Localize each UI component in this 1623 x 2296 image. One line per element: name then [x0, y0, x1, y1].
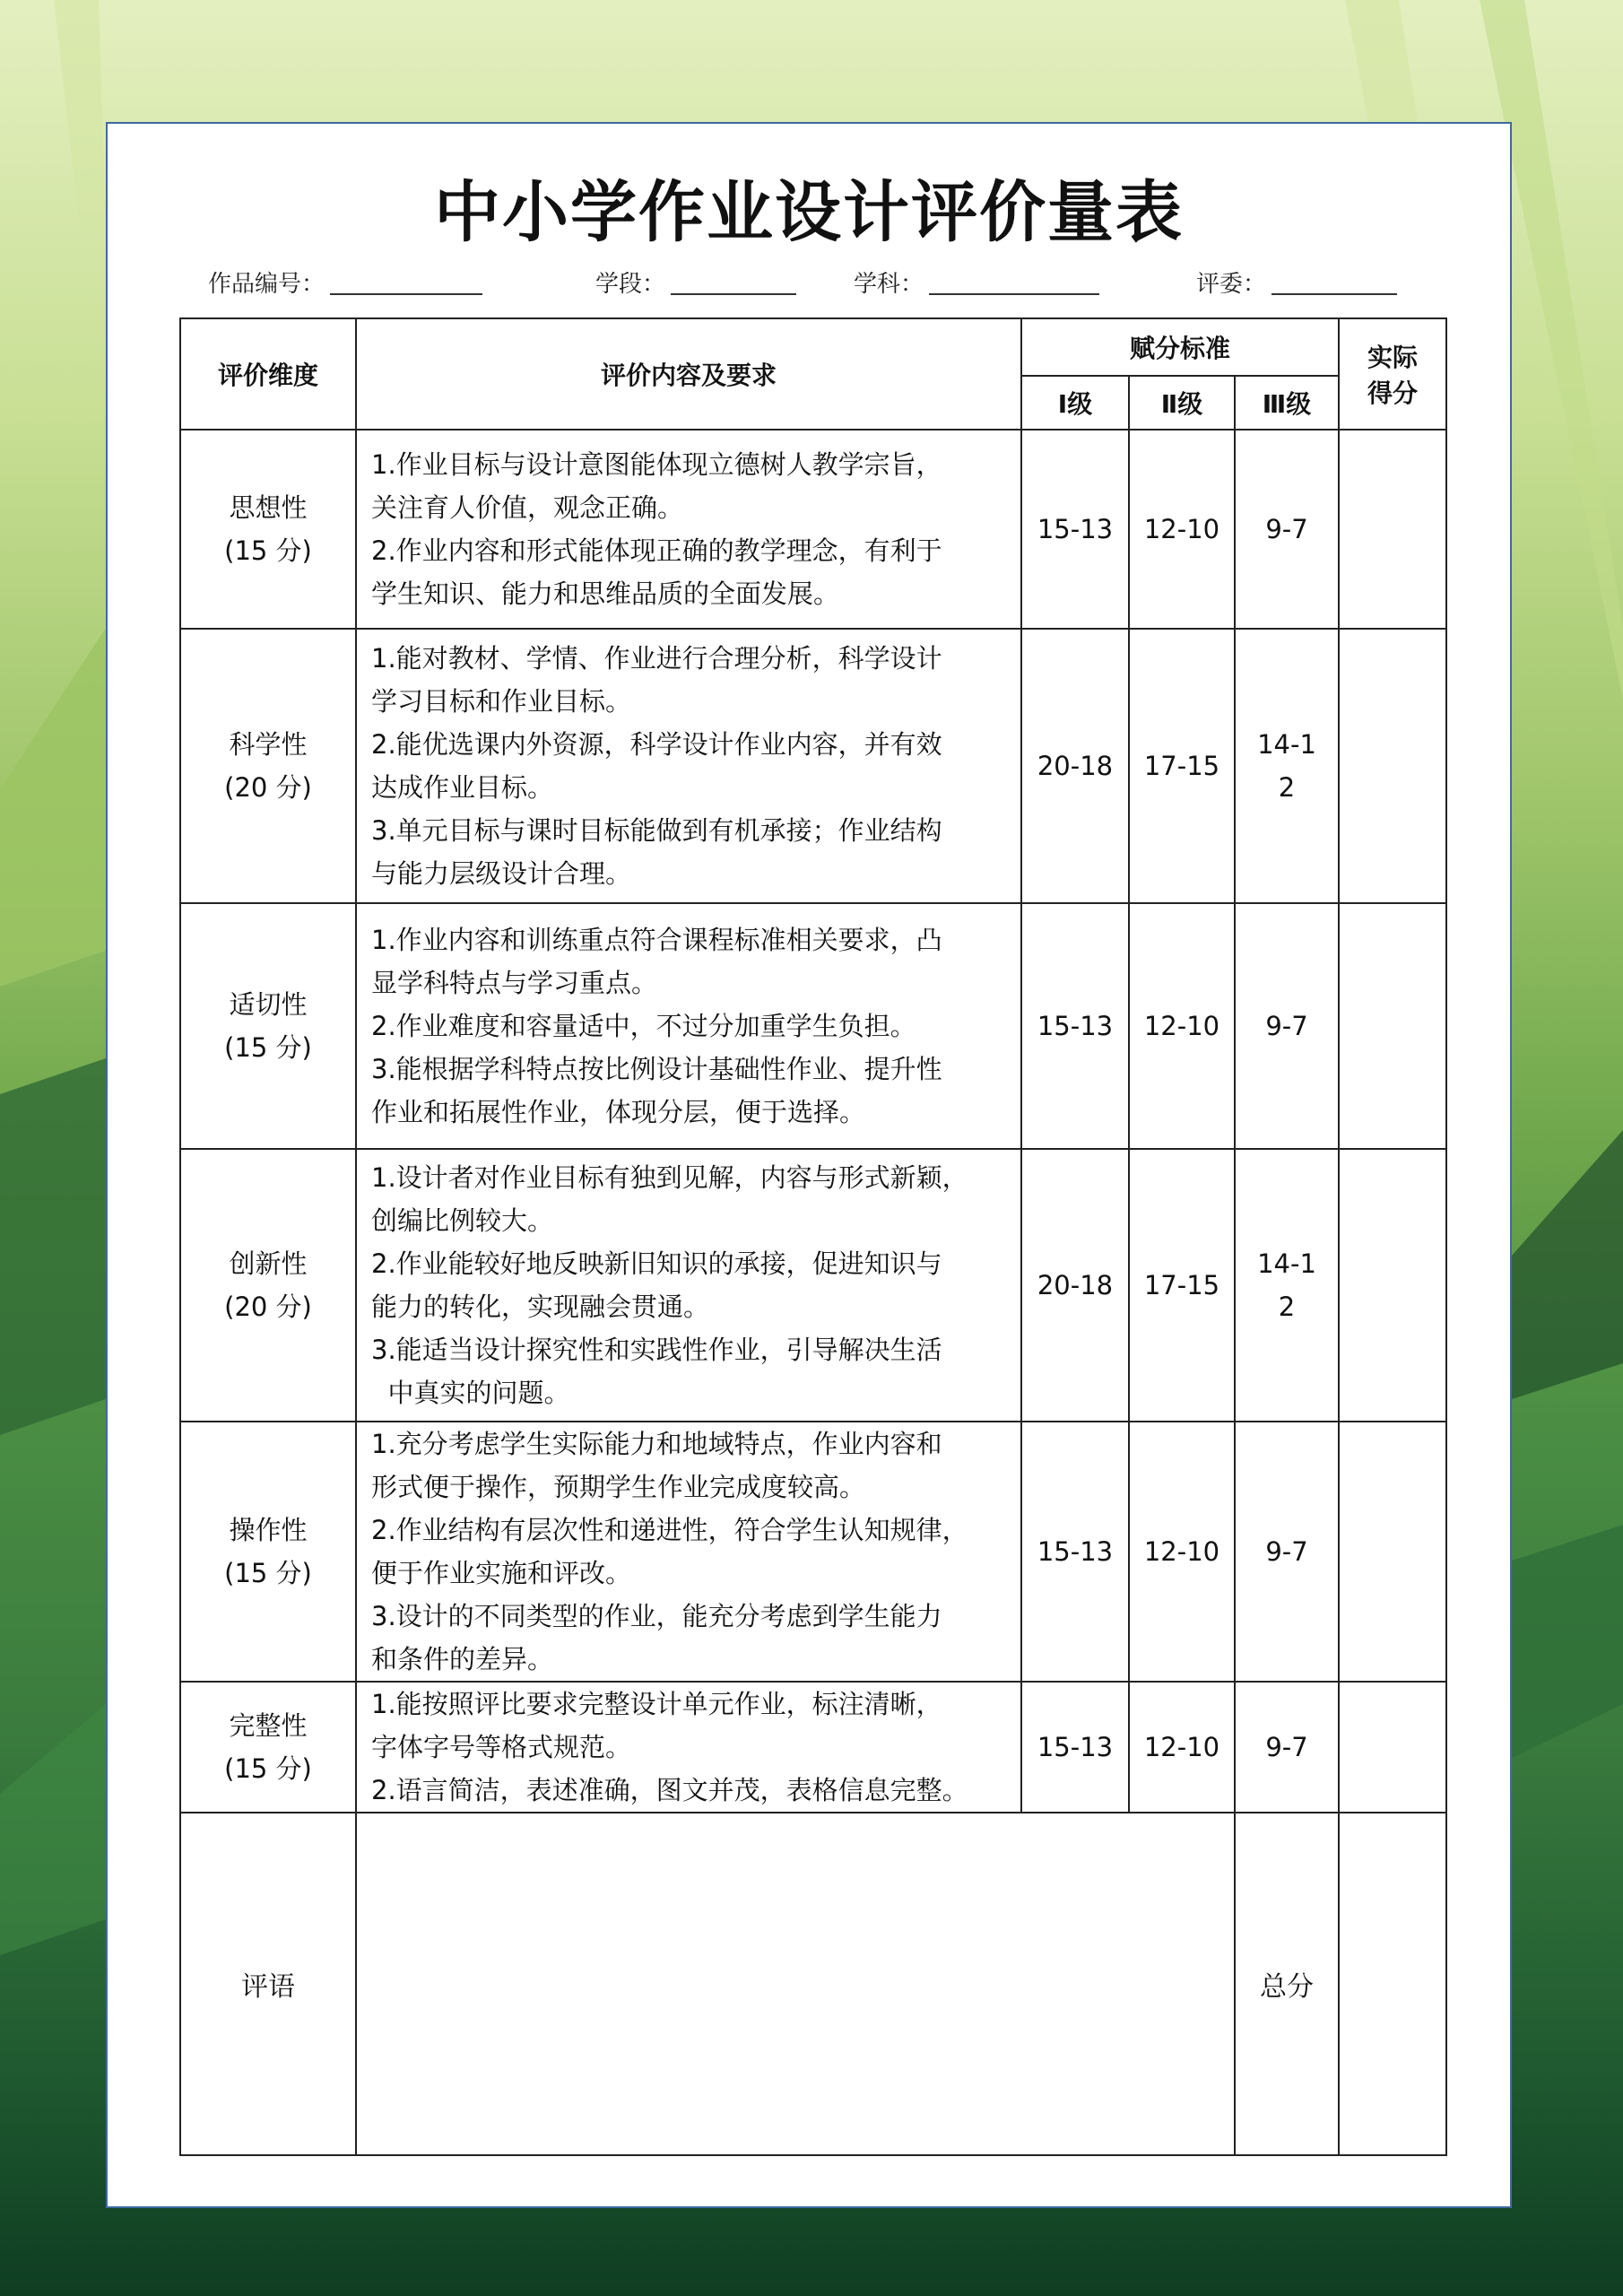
table-row — [180, 629, 1446, 903]
dimension-name: 操作性 — [229, 1515, 308, 1545]
content-line: 3.设计的不同类型的作业，能充分考虑到学生能力 — [371, 1601, 942, 1631]
content-line: 中真实的问题。 — [371, 1378, 570, 1408]
dimension-points: (15 分) — [224, 1032, 312, 1063]
stage-label: 学段： — [595, 271, 666, 298]
work-no-blank[interactable] — [330, 270, 482, 295]
footer-row — [180, 1813, 1446, 2155]
content-cell — [356, 1422, 1021, 1682]
evaluation-sheet — [106, 122, 1512, 2208]
header-content: 评价内容及要求 — [356, 318, 1021, 430]
content-cell — [356, 1149, 1021, 1422]
remark-field[interactable] — [356, 1813, 1235, 2155]
content-line: 与能力层级设计合理。 — [371, 858, 632, 889]
header-level-3: Ⅲ级 — [1235, 376, 1339, 430]
table-row — [180, 903, 1446, 1149]
subject-blank[interactable] — [929, 270, 1099, 295]
content-line: 能力的转化，实现融会贯通。 — [371, 1292, 710, 1322]
rubric-table — [179, 317, 1447, 2156]
judge-blank[interactable] — [1271, 270, 1397, 295]
content-line: 显学科特点与学习重点。 — [371, 968, 658, 998]
actual-score-cell[interactable] — [1339, 430, 1446, 629]
content-line: 3.能根据学科特点按比例设计基础性作业、提升性 — [371, 1054, 942, 1084]
level-1-score: 15-13 — [1021, 430, 1129, 629]
content-line: 关注育人价值，观念正确。 — [371, 492, 684, 523]
content-cell — [356, 629, 1021, 903]
judge-field — [1196, 265, 1397, 299]
content-line: 2.作业结构有层次性和递进性，符合学生认知规律， — [371, 1515, 968, 1545]
content-cell — [356, 430, 1021, 629]
content-line: 3.单元目标与课时目标能做到有机承接；作业结构 — [371, 815, 942, 846]
content-line: 3.能适当设计探究性和实践性作业，引导解决生活 — [371, 1335, 942, 1365]
total-score-field[interactable] — [1339, 1813, 1446, 2155]
content-line: 1.设计者对作业目标有独到见解，内容与形式新颖， — [371, 1162, 968, 1193]
level-3-score — [1235, 430, 1339, 629]
content-line: 1.作业内容和训练重点符合课程标准相关要求，凸 — [371, 925, 942, 955]
content-line: 字体字号等格式规范。 — [371, 1732, 632, 1762]
level-3-score-line: 14-1 — [1257, 729, 1316, 760]
content-line: 学习目标和作业目标。 — [371, 686, 632, 717]
content-line: 2.语言简洁，表述准确，图文并茂，表格信息完整。 — [371, 1775, 968, 1805]
header-actual-line1: 实际 — [1367, 343, 1419, 372]
dimension-name: 思想性 — [229, 492, 308, 523]
subject-field — [854, 265, 1099, 299]
level-2-score: 17-15 — [1129, 629, 1235, 903]
level-3-score-line: 9-7 — [1265, 1536, 1308, 1567]
dimension-cell — [180, 1422, 356, 1682]
dimension-name: 创新性 — [229, 1248, 308, 1279]
dimension-name: 完整性 — [229, 1710, 308, 1741]
header-dimension: 评价维度 — [180, 318, 356, 430]
level-3-score — [1235, 1149, 1339, 1422]
dimension-cell — [180, 430, 356, 629]
level-3-score-line: 2 — [1278, 772, 1296, 803]
content-line: 2.作业能较好地反映新旧知识的承接，促进知识与 — [371, 1248, 942, 1279]
level-1-score: 15-13 — [1021, 1422, 1129, 1682]
work-no-field — [208, 265, 482, 299]
content-line: 1.作业目标与设计意图能体现立德树人教学宗旨， — [371, 449, 942, 480]
dimension-points: (15 分) — [224, 1753, 312, 1784]
content-line: 达成作业目标。 — [371, 772, 554, 803]
dimension-points: (15 分) — [224, 1558, 312, 1588]
level-3-score-line: 14-1 — [1257, 1248, 1316, 1279]
content-cell — [356, 1682, 1021, 1813]
actual-score-cell[interactable] — [1339, 1682, 1446, 1813]
dimension-cell — [180, 629, 356, 903]
level-1-score: 15-13 — [1021, 1682, 1129, 1813]
actual-score-cell[interactable] — [1339, 903, 1446, 1149]
level-2-score: 12-10 — [1129, 1422, 1235, 1682]
header-scoring: 赋分标准 — [1021, 318, 1339, 376]
level-1-score: 20-18 — [1021, 1149, 1129, 1422]
content-line: 1.能按照评比要求完整设计单元作业，标注清晰， — [371, 1689, 942, 1719]
header-level-2: Ⅱ级 — [1129, 376, 1235, 430]
level-3-score-line: 9-7 — [1265, 1011, 1308, 1041]
dimension-cell — [180, 1682, 356, 1813]
stage-field — [595, 265, 796, 299]
dimension-points: (15 分) — [224, 535, 312, 566]
level-3-score-line: 2 — [1278, 1292, 1296, 1322]
total-label: 总分 — [1235, 1813, 1339, 2155]
level-1-score: 20-18 — [1021, 629, 1129, 903]
dimension-cell — [180, 1149, 356, 1422]
level-3-score-line: 9-7 — [1265, 1732, 1308, 1762]
content-line: 2.作业内容和形式能体现正确的教学理念，有利于 — [371, 535, 942, 566]
level-2-score: 12-10 — [1129, 430, 1235, 629]
content-line: 2.能优选课内外资源，科学设计作业内容，并有效 — [371, 729, 942, 760]
level-3-score — [1235, 903, 1339, 1149]
header-actual-line2: 得分 — [1367, 378, 1419, 408]
level-3-score — [1235, 629, 1339, 903]
meta-fields — [108, 265, 1510, 301]
level-2-score: 12-10 — [1129, 1682, 1235, 1813]
content-line: 和条件的差异。 — [371, 1644, 554, 1674]
page-title: 中小学作业设计评价量表 — [434, 174, 1184, 251]
content-line: 便于作业实施和评改。 — [371, 1558, 632, 1588]
level-3-score-line: 9-7 — [1265, 514, 1308, 544]
level-3-score — [1235, 1682, 1339, 1813]
actual-score-cell[interactable] — [1339, 1422, 1446, 1682]
header-level-1: Ⅰ级 — [1021, 376, 1129, 430]
dimension-cell — [180, 903, 356, 1149]
level-2-score: 17-15 — [1129, 1149, 1235, 1422]
work-no-label: 作品编号： — [208, 271, 325, 298]
dimension-points: (20 分) — [224, 772, 312, 803]
table-row — [180, 1422, 1446, 1682]
content-line: 1.能对教材、学情、作业进行合理分析，科学设计 — [371, 643, 942, 674]
table-row — [180, 1149, 1446, 1422]
content-line: 2.作业难度和容量适中，不过分加重学生负担。 — [371, 1011, 916, 1041]
header-actual-score — [1339, 318, 1446, 430]
table-row — [180, 430, 1446, 629]
actual-score-cell[interactable] — [1339, 1149, 1446, 1422]
content-line: 作业和拓展性作业，体现分层，便于选择。 — [371, 1097, 866, 1127]
content-line: 1.充分考虑学生实际能力和地域特点，作业内容和 — [371, 1429, 942, 1459]
level-1-score: 15-13 — [1021, 903, 1129, 1149]
dimension-name: 科学性 — [229, 729, 308, 760]
actual-score-cell[interactable] — [1339, 629, 1446, 903]
level-3-score — [1235, 1422, 1339, 1682]
content-cell — [356, 903, 1021, 1149]
dimension-name: 适切性 — [229, 989, 308, 1020]
content-line: 形式便于操作，预期学生作业完成度较高。 — [371, 1472, 866, 1502]
remark-label: 评语 — [180, 1813, 356, 2155]
judge-label: 评委： — [1196, 271, 1267, 298]
table-row — [180, 1682, 1446, 1813]
level-2-score: 12-10 — [1129, 903, 1235, 1149]
content-line: 创编比例较大。 — [371, 1205, 554, 1236]
content-line: 学生知识、能力和思维品质的全面发展。 — [371, 578, 840, 609]
dimension-points: (20 分) — [224, 1292, 312, 1322]
stage-blank[interactable] — [671, 270, 796, 295]
subject-label: 学科： — [854, 271, 924, 298]
